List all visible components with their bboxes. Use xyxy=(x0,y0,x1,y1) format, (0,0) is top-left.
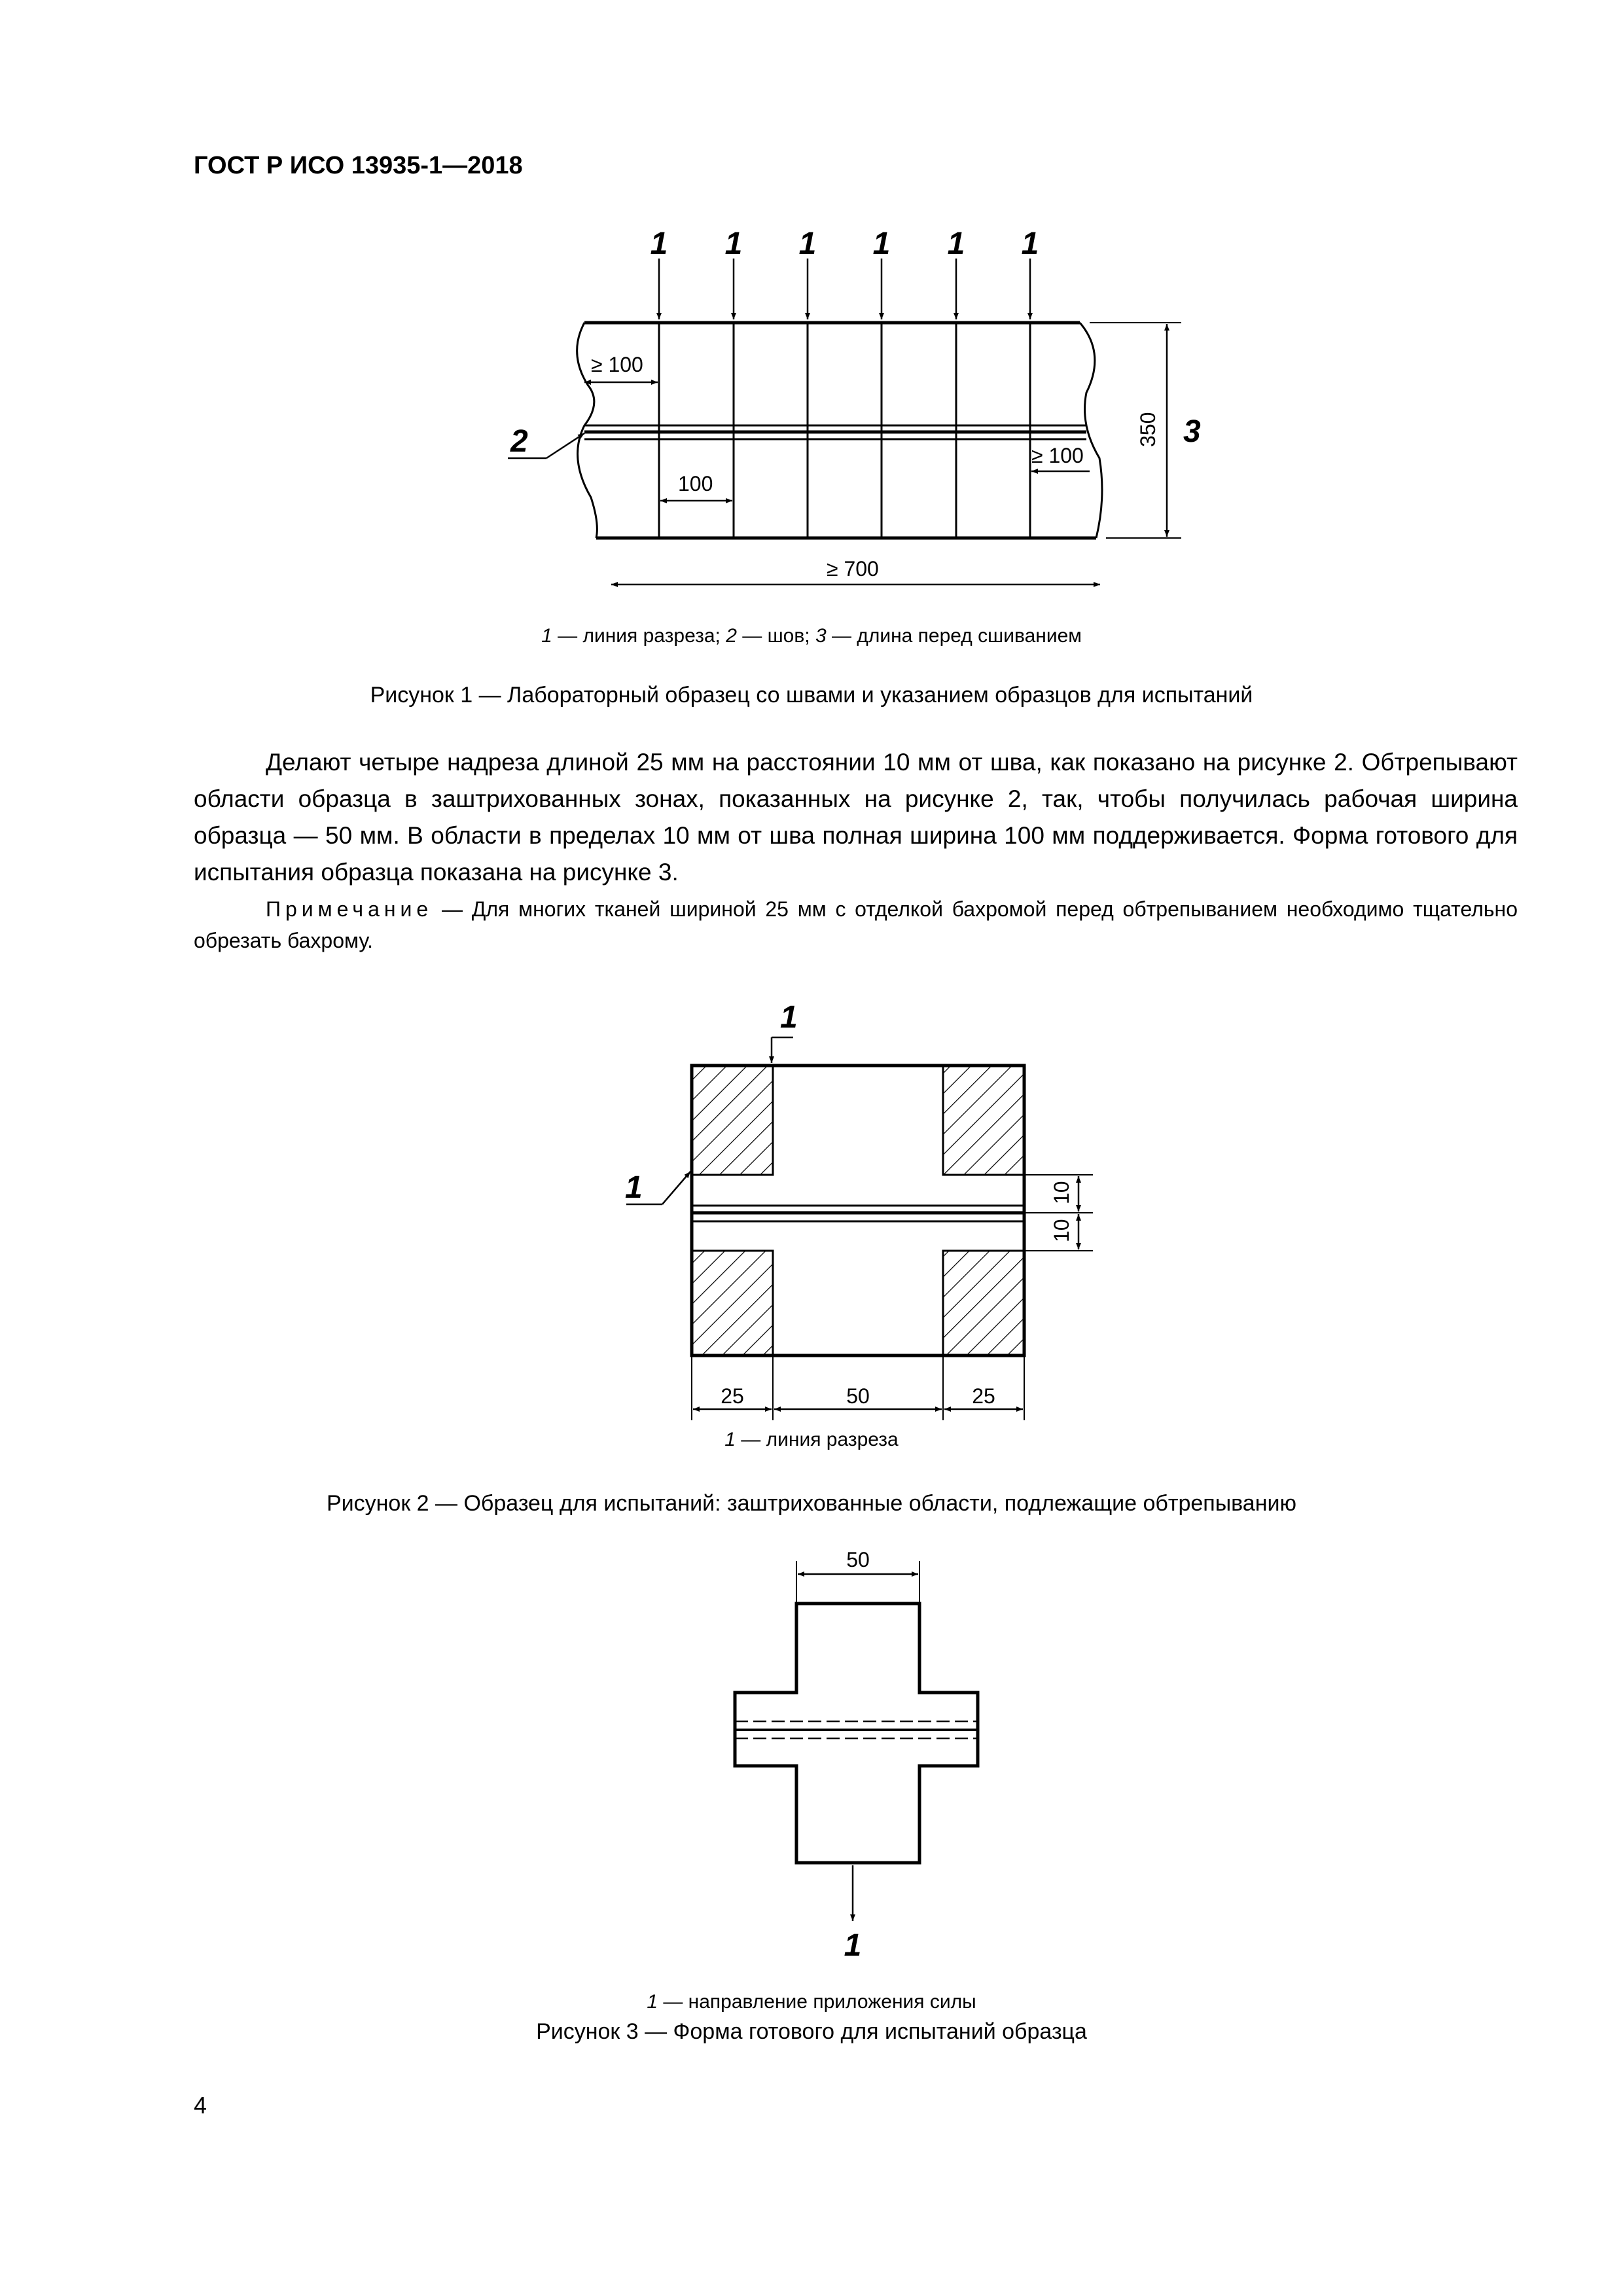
cut-label: 1 xyxy=(798,226,817,261)
figure-3-caption: Рисунок 3 — Форма готового для испытаний образца xyxy=(536,2019,1087,2044)
force-direction-label: 1 xyxy=(844,1928,862,1963)
dimension-min-100-left: ≥ 100 xyxy=(591,353,643,376)
note-paragraph: Примечание — Для многих тканей шириной 25 мм с отделкой бахромой перед обтрепыванием необходимо тщательно обрезать бахрому. xyxy=(194,897,1518,952)
cut-label-left: 1 xyxy=(625,1170,643,1205)
dimension-10-lower: 10 xyxy=(1050,1219,1073,1242)
figure-1-legend: 1 — линия разреза; 2 — шов; 3 — длина перед сшиванием xyxy=(541,625,1082,647)
figure-1-caption: Рисунок 1 — Лабораторный образец со швами и указанием образцов для испытаний xyxy=(370,683,1253,708)
dimension-min-100-right: ≥ 100 xyxy=(1031,444,1084,467)
cut-label-top: 1 xyxy=(780,1000,798,1035)
cut-label: 1 xyxy=(872,226,891,261)
cross-specimen-outline xyxy=(735,1604,978,1863)
figure-2-caption: Рисунок 2 — Образец для испытаний: заштрихованные области, подлежащие обтрепыванию xyxy=(326,1491,1296,1516)
dimension-50: 50 xyxy=(846,1384,870,1408)
dimension-25-right: 25 xyxy=(972,1384,995,1408)
dimension-25-left: 25 xyxy=(721,1384,744,1408)
dimension-100-spacing: 100 xyxy=(678,472,713,495)
figure-2-legend: 1 — линия разреза xyxy=(724,1429,899,1450)
cut-label: 1 xyxy=(1021,226,1039,261)
dimension-50: 50 xyxy=(846,1548,870,1571)
page-number: 4 xyxy=(194,2092,207,2119)
dimension-min-700: ≥ 700 xyxy=(827,557,879,581)
dimension-350: 350 xyxy=(1136,412,1160,447)
cut-label: 1 xyxy=(650,226,668,261)
length-label: 3 xyxy=(1183,414,1201,449)
cut-label: 1 xyxy=(724,226,743,261)
body-paragraph: Делают четыре надреза длиной 25 мм на расстоянии 10 мм от шва, как показано на рисунке 2. Обтрепывают области образца в заштрихованных зонах, показанных на рисунке 2, так, чтобы получилась рабочая ширина образца — 50 мм. В области в пределах 10 мм от шва полная ширина 100 мм поддерживается. Форма готового для испытания образца показана на рисунке 3. xyxy=(194,749,1518,886)
dimension-10-upper: 10 xyxy=(1050,1181,1073,1204)
document-header: ГОСТ Р ИСО 13935-1—2018 xyxy=(194,152,523,179)
seam-label: 2 xyxy=(510,424,528,459)
figure-3-legend: 1 — направление приложения силы xyxy=(647,1991,976,2013)
cut-label: 1 xyxy=(947,226,965,261)
